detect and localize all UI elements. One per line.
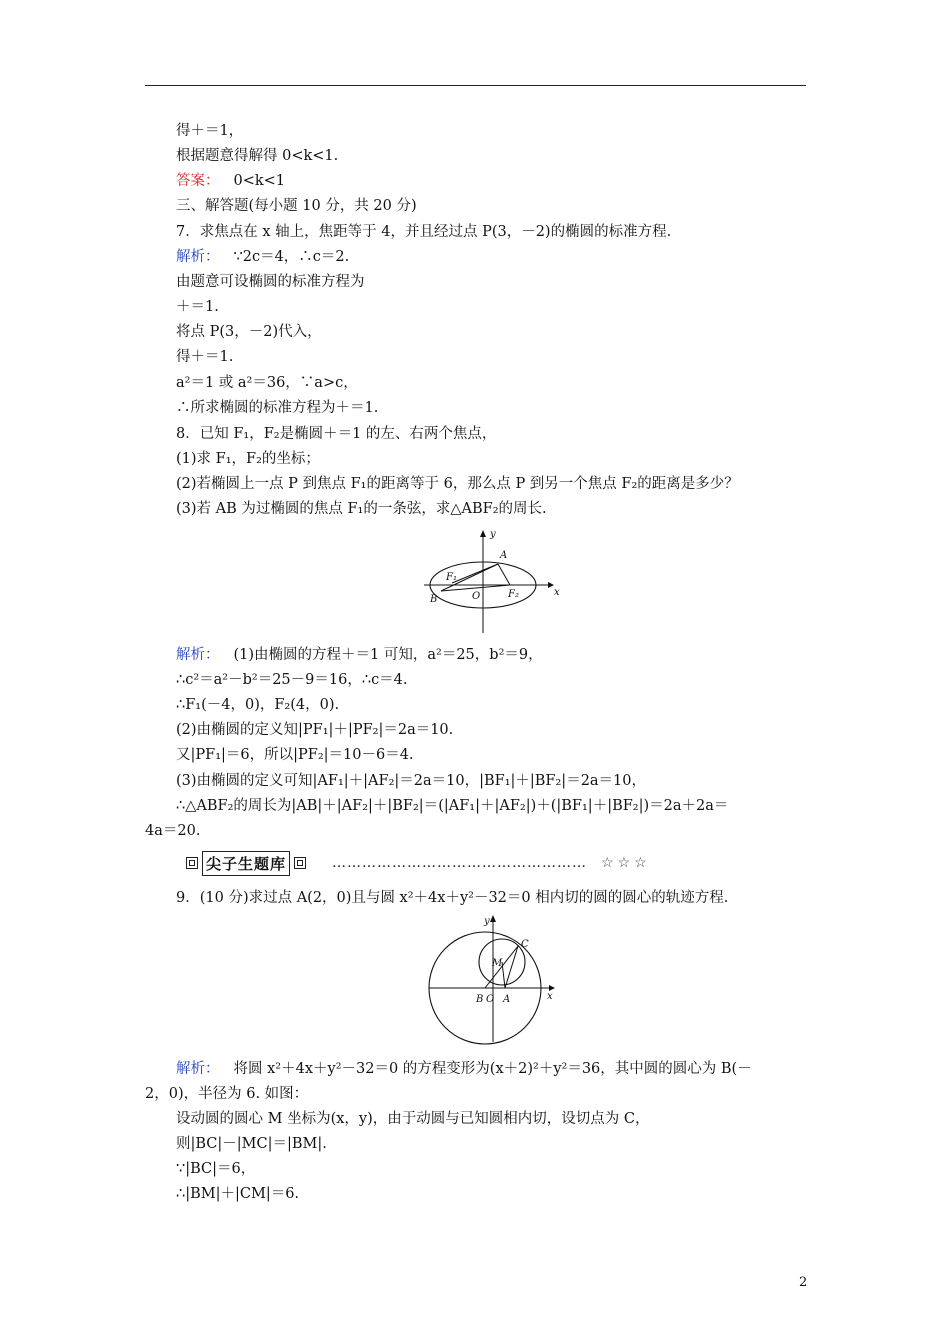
ellipse-figure bbox=[420, 527, 565, 637]
label-b: B bbox=[476, 994, 484, 1005]
solution-label: 解析： bbox=[176, 1061, 220, 1077]
answer-label: 答案： bbox=[176, 173, 220, 189]
text-line: 得＋＝1， bbox=[176, 123, 244, 139]
segment-ma bbox=[502, 962, 505, 988]
label-x: x bbox=[554, 587, 560, 598]
text-line: ∴F₁(－4，0)，F₂(4，0). bbox=[176, 697, 340, 713]
section-heading: 三、解答题(每小题 10 分，共 20 分) bbox=[176, 198, 417, 214]
text-line: (3)由椭圆的定义可知|AF₁|＋|AF₂|＝2a＝10，|BF₁|＋|BF₂|＝2a＝10， bbox=[176, 773, 647, 789]
text-line: (2)由椭圆的定义知|PF₁|＋|PF₂|＝2a＝10. bbox=[176, 722, 454, 738]
text-line: ∴所求椭圆的标准方程为＋＝1. bbox=[176, 400, 379, 416]
text-line: 设动圆的圆心 M 坐标为(x，y)，由于动圆与已知圆相内切，设切点为 C， bbox=[176, 1111, 650, 1127]
solution-text: 将圆 x²＋4x＋y²－32＝0 的方程变形为(x＋2)²＋y²＝36，其中圆的圆心为 B(－ bbox=[233, 1061, 752, 1077]
question-8: 8．已知 F₁，F₂是椭圆＋＝1 的左、右两个焦点， bbox=[176, 426, 497, 442]
text-line: ∴c²＝a²－b²＝25－9＝16，∴c＝4. bbox=[176, 672, 408, 688]
text-line: 将点 P(3，－2)代入， bbox=[176, 324, 322, 340]
segment-ac bbox=[505, 946, 518, 988]
solution-line bbox=[176, 645, 543, 665]
text-line: 得＋＝1. bbox=[176, 349, 234, 365]
label-c: C bbox=[521, 939, 529, 950]
label-f1: F₁ bbox=[446, 572, 457, 583]
label-o: O bbox=[472, 591, 481, 602]
text-line: 则|BC|－|MC|＝|BM|. bbox=[176, 1136, 327, 1152]
y-axis-arrow bbox=[490, 915, 496, 922]
text-line: ∴△ABF₂的周长为|AB|＋|AF₂|＋|BF₂|＝(|AF₁|＋|AF₂|)＋(|BF₁|＋|BF₂|)＝2a＋2a＝ bbox=[176, 798, 729, 814]
text-line: ∴|BM|＋|CM|＝6. bbox=[176, 1186, 300, 1202]
text-line: 又|PF₁|＝6，所以|PF₂|＝10－6＝4. bbox=[176, 747, 414, 763]
answer-line bbox=[176, 171, 285, 191]
segment-f1a bbox=[452, 564, 498, 583]
section-title: 尖子生题库 bbox=[202, 851, 290, 876]
solution-label: 解析： bbox=[176, 249, 220, 265]
label-y: y bbox=[490, 529, 496, 540]
solution-line bbox=[176, 247, 349, 267]
text-line: (3)若 AB 为过椭圆的焦点 F₁的一条弦，求△ABF₂的周长. bbox=[176, 501, 547, 517]
y-axis-arrow bbox=[480, 530, 486, 537]
text-line: (2)若椭圆上一点 P 到焦点 F₁的距离等于 6，那么点 P 到另一个焦点 F₂的距离是多少？ bbox=[176, 476, 739, 492]
difficulty-stars: ☆☆☆ bbox=[601, 855, 651, 871]
text-line: 根据题意得解得 0<k<1. bbox=[176, 148, 339, 164]
section-banner bbox=[182, 851, 651, 875]
label-y: y bbox=[484, 916, 490, 927]
box-icon bbox=[186, 857, 198, 869]
question-9: 9．(10 分)求过点 A(2，0)且与圆 x²＋4x＋y²－32＝0 相内切的圆的圆心的轨迹方程. bbox=[176, 890, 729, 906]
question-7: 7．求焦点在 x 轴上，焦距等于 4，并且经过点 P(3，－2)的椭圆的标准方程. bbox=[176, 224, 672, 240]
label-x: x bbox=[547, 991, 553, 1002]
text-line: 2，0)，半径为 6. 如图： bbox=[145, 1086, 309, 1102]
label-a: A bbox=[503, 994, 511, 1005]
label-m: M bbox=[492, 958, 503, 969]
dot-leader: …………………………………………… bbox=[332, 855, 588, 871]
box-icon bbox=[294, 857, 306, 869]
solution-text: (1)由椭圆的方程＋＝1 可知，a²＝25，b²＝9， bbox=[233, 647, 543, 663]
header-rule bbox=[145, 85, 806, 86]
text-line: ＋＝1. bbox=[176, 299, 219, 315]
page-number: 2 bbox=[799, 1275, 808, 1290]
text-line: (1)求 F₁，F₂的坐标； bbox=[176, 451, 320, 467]
solution-label: 解析： bbox=[176, 647, 220, 663]
solution-text: ∵2c＝4，∴c＝2. bbox=[233, 249, 350, 265]
label-o: O bbox=[486, 994, 495, 1005]
text-line: ∵|BC|＝6， bbox=[176, 1161, 256, 1177]
text-line: 4a＝20. bbox=[145, 823, 201, 839]
solution-line bbox=[176, 1059, 752, 1079]
answer-value: 0<k<1 bbox=[233, 173, 286, 189]
text-line: 由题意可设椭圆的标准方程为 bbox=[176, 274, 365, 290]
circles-figure bbox=[425, 910, 560, 1045]
label-b: B bbox=[430, 594, 438, 605]
segment-af2 bbox=[498, 564, 510, 585]
text-line: a²＝1 或 a²＝36，∵a>c， bbox=[176, 375, 358, 391]
label-a: A bbox=[500, 550, 508, 561]
label-f2: F₂ bbox=[508, 589, 519, 600]
